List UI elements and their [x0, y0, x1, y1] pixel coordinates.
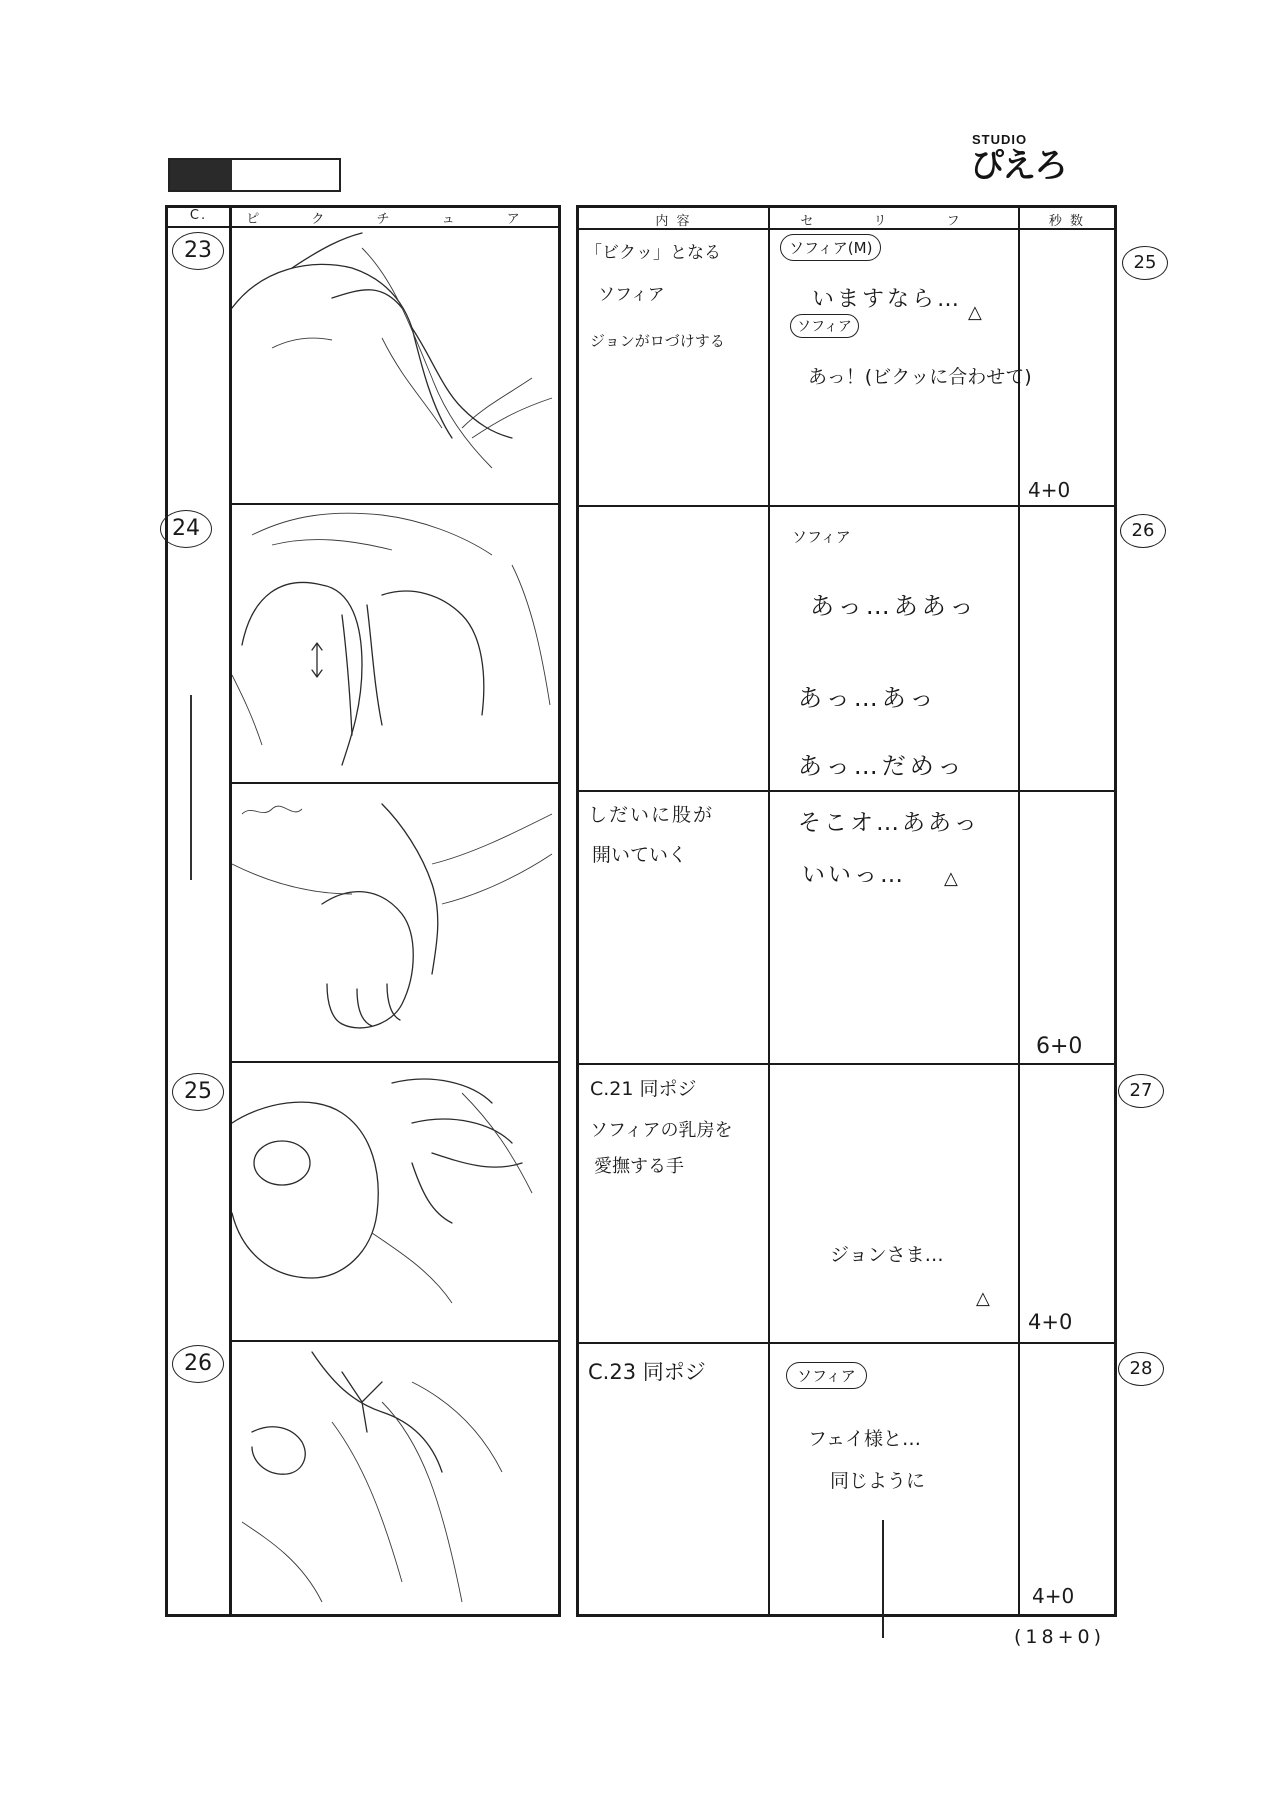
dialogue-line: あっ…あっ	[798, 684, 938, 712]
dialogue-line: あっ…ああっ	[810, 592, 978, 620]
header-dialogue: セ リ フ	[800, 214, 988, 229]
content-line: C.21 同ポジ	[590, 1078, 697, 1100]
dialogue-line: そこオ…ああっ	[798, 810, 980, 836]
script-col-divider-1	[768, 205, 770, 1617]
content-line: 開いていく	[592, 844, 688, 866]
sketch-panel-1	[232, 228, 558, 503]
content-line: 愛撫する手	[594, 1156, 684, 1177]
seconds-value: 4+0	[1032, 1584, 1075, 1608]
content-line: C.23 同ポジ	[588, 1360, 706, 1384]
speaker-tag: ソフィア	[786, 1362, 867, 1389]
script-table	[576, 205, 1117, 1617]
row-separator	[576, 790, 1117, 792]
dialogue-line: フェイ様と…	[808, 1428, 922, 1450]
script-col-divider-2	[1018, 205, 1020, 1617]
dialogue-line: あっ！(ビクッに合わせて)	[808, 366, 1032, 388]
seconds-value: 4+0	[1028, 478, 1071, 502]
cut-number: 24	[160, 510, 212, 548]
dialogue-line: あっ…だめっ	[798, 752, 966, 780]
cut-number: 23	[172, 232, 224, 270]
seconds-value: 4+0	[1028, 1310, 1073, 1334]
total-seconds: (18+0)	[1014, 1626, 1106, 1648]
sketch-panel-2	[232, 505, 558, 782]
sketch-panel-3	[232, 784, 558, 1061]
header-seconds: 秒 数	[1048, 214, 1086, 229]
cut-number: 26	[172, 1345, 224, 1383]
row-separator	[576, 1063, 1117, 1065]
margin-number: 25	[1122, 246, 1168, 280]
content-line: ジョンがロづけする	[590, 332, 725, 350]
content-line: ソフィアの乳房を	[590, 1120, 733, 1141]
margin-mark	[190, 695, 192, 880]
content-line: しだいに股が	[588, 804, 715, 826]
studio-logo-name: ぴえろ	[970, 146, 1066, 186]
studio-logo-small: STUDIO	[972, 132, 1028, 147]
dialogue-line: いますなら…	[812, 287, 963, 312]
content-line: 「ビクッ」となる	[585, 243, 721, 263]
continuation-line	[882, 1520, 884, 1638]
seconds-value: 6+0	[1036, 1034, 1083, 1059]
header-cut: C.	[189, 208, 208, 223]
sheet-label-fill	[170, 160, 232, 190]
speaker-tag: ソフィア	[790, 314, 859, 338]
sketch-panel-5	[232, 1342, 558, 1614]
dialogue-line: ジョンさま…	[830, 1244, 944, 1266]
dialogue-line: いいっ…	[802, 862, 906, 888]
studio-logo	[970, 132, 1090, 202]
row-separator	[576, 1342, 1117, 1344]
header-picture: ピ ク チ ュ ア	[246, 212, 544, 227]
speaker-label: ソフィア	[792, 528, 851, 546]
pause-mark-icon: △	[976, 1288, 990, 1309]
sheet-label-box	[168, 158, 341, 192]
pause-mark-icon: △	[968, 302, 982, 323]
margin-number: 28	[1118, 1352, 1164, 1386]
speaker-tag: ソフィア(M)	[780, 234, 881, 261]
header-content: 内 容	[655, 214, 692, 229]
margin-number: 27	[1118, 1074, 1164, 1108]
margin-number: 26	[1120, 514, 1166, 548]
row-separator	[576, 505, 1117, 507]
content-line: ソフィア	[598, 285, 665, 305]
cut-number: 25	[172, 1073, 224, 1111]
dialogue-line: 同じように	[830, 1470, 926, 1492]
sketch-panel-4	[232, 1063, 558, 1340]
pause-mark-icon: △	[944, 868, 958, 889]
